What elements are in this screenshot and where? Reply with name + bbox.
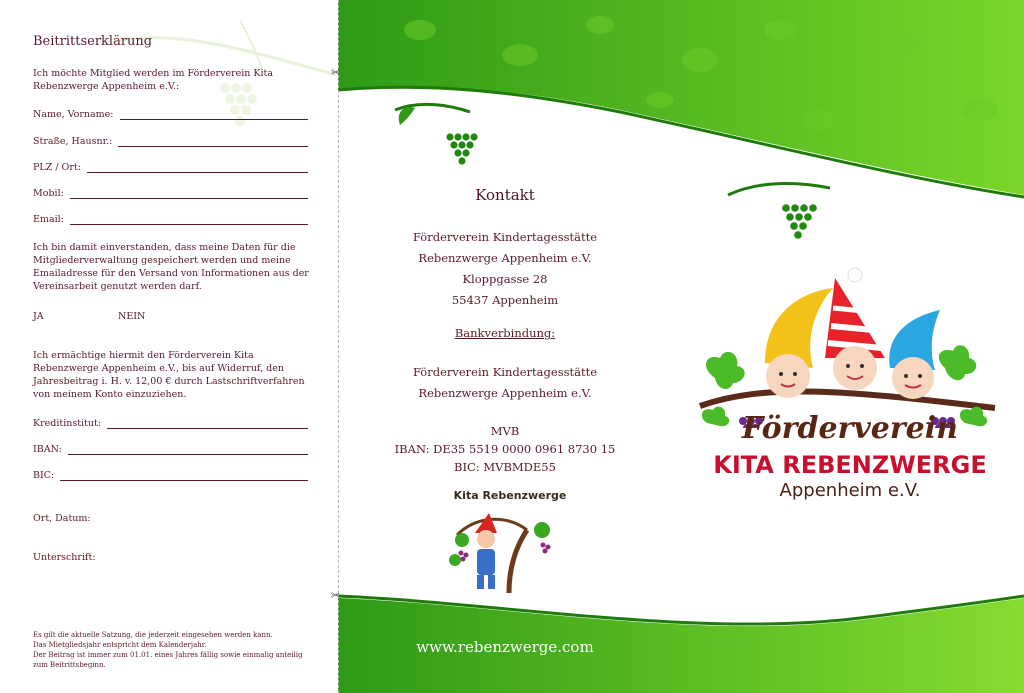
bank-holder-line-2: Rebenzwerge Appenheim e.V.: [418, 386, 592, 400]
bic-value: BIC: MVBMDE55: [454, 460, 556, 474]
footnote-2: Das Mietgliedsjahr entspricht dem Kalenderjahr.: [33, 641, 207, 649]
signature-label: Unterschrift:: [33, 552, 96, 563]
contact-address-line-4: 55437 Appenheim: [451, 293, 559, 307]
contact-address-line-1: Förderverein Kindertagesstätte: [412, 230, 598, 244]
name-field[interactable]: Name, Vorname:: [33, 109, 308, 120]
contact-address-line-2: Rebenzwerge Appenheim e.V.: [418, 251, 592, 265]
mandate-text: Ich ermächtige hiermit den Förderverein Kita Rebenzwerge Appenheim e.V., bis auf Widerruf, den Jahresbeitrag i. H. v. 12,00 € durch Lastschriftverfahren von meinem Konto einzuziehen.: [33, 350, 305, 400]
contact-title: Kontakt: [475, 186, 535, 204]
brand-line-1: Förderverein: [742, 411, 958, 446]
bank-heading: Bankverbindung:: [454, 326, 556, 340]
bank-holder-line-1: Förderverein Kindertagesstätte: [412, 365, 598, 379]
brand-line-2: KITA REBENZWERGE: [713, 451, 987, 479]
scissor-icon: ✂: [331, 589, 341, 602]
bank-institute-field[interactable]: Kreditinstitut:: [33, 418, 308, 429]
city-field[interactable]: PLZ / Ort:: [33, 162, 308, 173]
street-field[interactable]: Straße, Hausnr.:: [33, 136, 308, 147]
footnote-3: Der Beitrag ist immer zum 01.01. eines Jahres fällig sowie einmalig anteilig: [33, 651, 303, 659]
bank-name: MVB: [490, 424, 520, 438]
footnote-4: zum Beitrittsbeginn.: [33, 661, 106, 669]
footnote-1: Es gilt die aktuelle Satzung, die jederzeit eingesehen werden kann.: [33, 631, 273, 639]
gnome-logo-illustration: [447, 505, 567, 595]
place-date-label: Ort, Datum:: [33, 513, 91, 524]
iban-field[interactable]: IBAN:: [33, 444, 308, 455]
form-title: Beitrittserklärung: [33, 34, 153, 49]
consent-no[interactable]: NEIN: [118, 311, 146, 322]
form-intro: Ich möchte Mitglied werden im Förderverein Kita Rebenzwerge Appenheim e.V.:: [33, 68, 274, 92]
small-logo-text: Kita Rebenzwerge: [453, 489, 567, 502]
consent-text: Ich bin damit einverstanden, dass meine Daten für die Mitgliederverwaltung gespeichert werden und meine Emailadresse für den Versand von Informationen aus der Vereinsarbeit genutzt werden darf.: [33, 242, 309, 292]
scissor-icon: ✂: [331, 66, 341, 79]
consent-yes[interactable]: JA: [33, 311, 44, 322]
contact-address-line-3: Kloppgasse 28: [462, 272, 548, 286]
bic-field[interactable]: BIC:: [33, 470, 308, 481]
website-link[interactable]: www.rebenzwerge.com: [416, 638, 594, 656]
gnomes-logo-illustration: [695, 258, 1015, 428]
iban-value: IBAN: DE35 5519 0000 0961 8730 15: [394, 442, 616, 456]
mobile-field[interactable]: Mobil:: [33, 188, 308, 199]
brand-line-3: Appenheim e.V.: [779, 480, 921, 501]
email-field[interactable]: Email:: [33, 214, 308, 225]
